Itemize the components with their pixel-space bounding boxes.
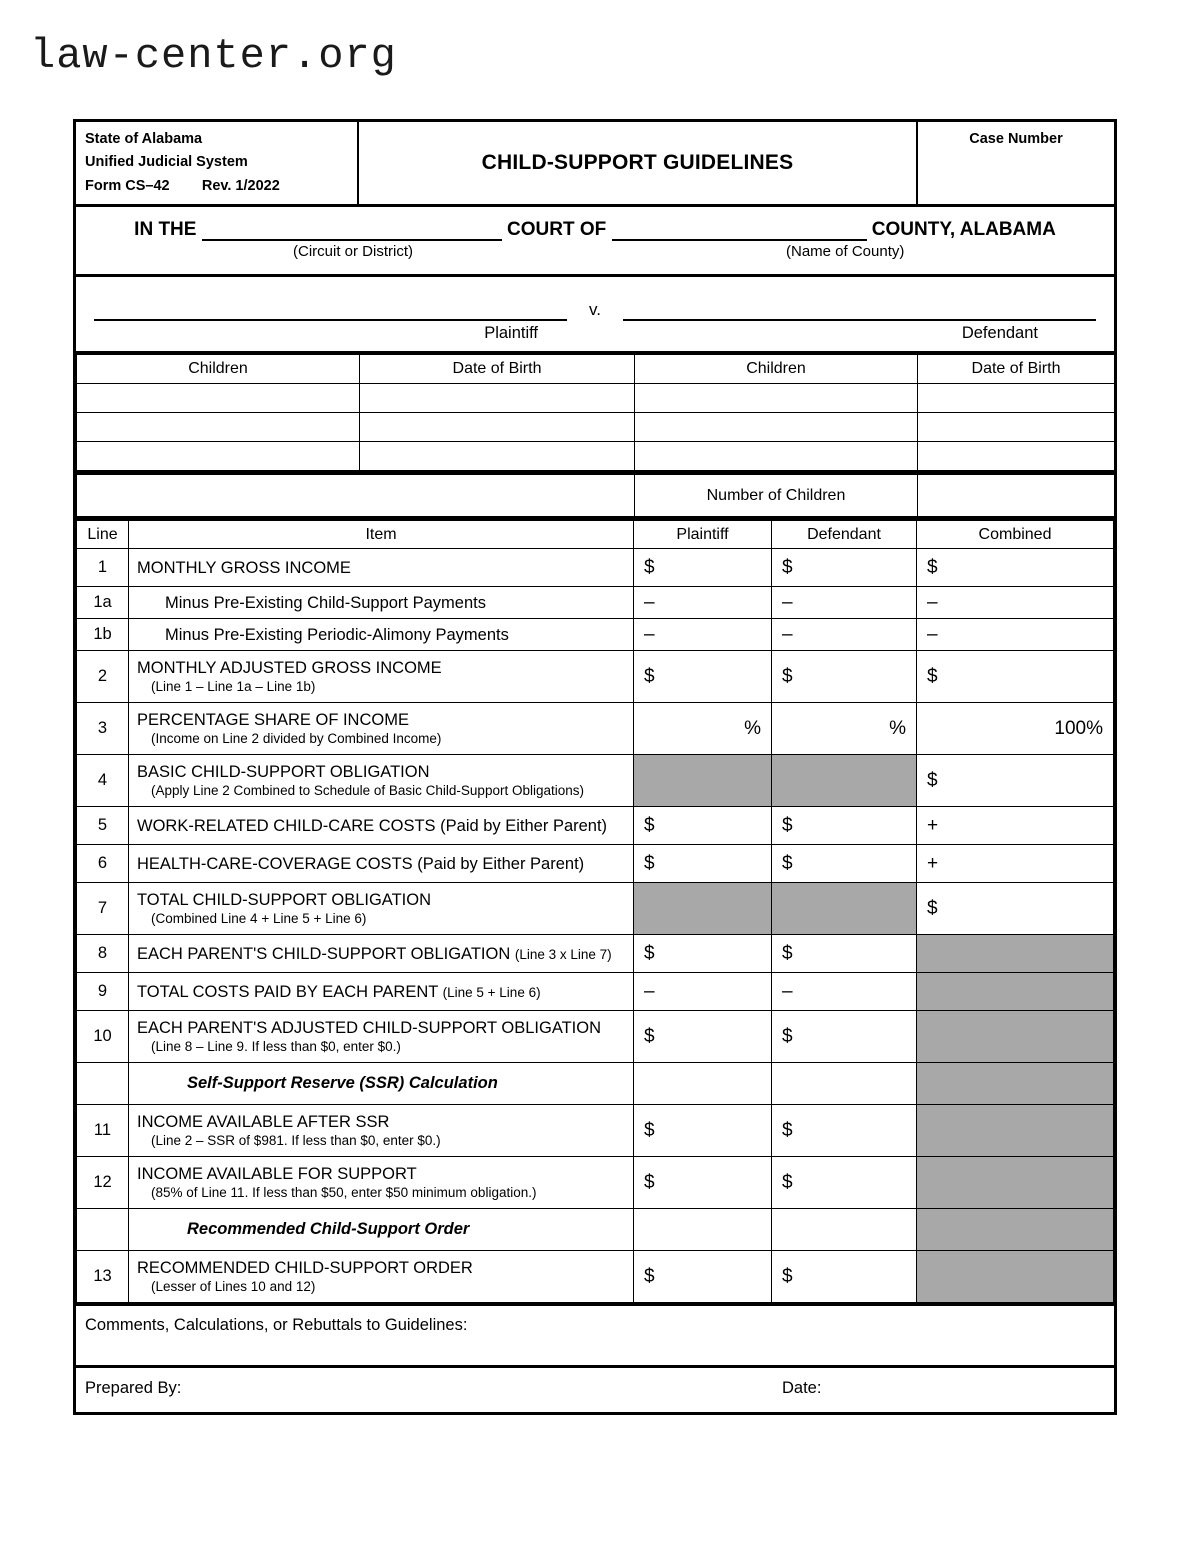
court-of-label: COURT OF: [507, 219, 607, 241]
line-item-label: MONTHLY ADJUSTED GROSS INCOME: [137, 659, 442, 678]
worksheet-row-6: [77, 845, 1114, 883]
line-item-label: PERCENTAGE SHARE OF INCOME: [137, 711, 409, 730]
order-section-row: [77, 1209, 1114, 1251]
site-watermark: law-center.org: [30, 32, 397, 80]
state-label: State of Alabama: [85, 131, 203, 147]
worksheet-row-7: [77, 883, 1114, 935]
line-item: [129, 935, 634, 973]
child-name-cell[interactable]: [77, 442, 360, 471]
number-of-children-spacer: [77, 475, 635, 517]
plaintiff-value[interactable]: $: [634, 845, 772, 883]
line-item-label: Minus Pre-Existing Periodic-Alimony Payments: [165, 625, 509, 644]
ssr-section-heading: Self-Support Reserve (SSR) Calculation: [187, 1074, 498, 1093]
defendant-label: Defendant: [961, 324, 1038, 343]
defendant-value[interactable]: –: [772, 973, 917, 1011]
number-of-children-table: [76, 474, 1115, 517]
defendant-value[interactable]: $: [772, 807, 917, 845]
line-item: [129, 703, 634, 755]
plaintiff-value[interactable]: –: [634, 973, 772, 1011]
name-of-county-sublabel: (Name of County): [786, 243, 905, 261]
worksheet-row-11: [77, 1105, 1114, 1157]
col-header-combined: Combined: [917, 521, 1114, 549]
defendant-name-input[interactable]: [623, 299, 1096, 321]
plaintiff-value[interactable]: $: [634, 651, 772, 703]
combined-value-shaded: [917, 973, 1114, 1011]
line-item: [129, 587, 634, 619]
line-number: 8: [77, 935, 129, 973]
plaintiff-value[interactable]: –: [634, 587, 772, 619]
child-dob-cell[interactable]: [360, 384, 635, 413]
line-item-label: EACH PARENT'S ADJUSTED CHILD-SUPPORT OBLIGATION: [137, 1019, 602, 1038]
line-item-sublabel: (Line 1 – Line 1a – Line 1b): [151, 678, 316, 694]
defendant-value[interactable]: $: [772, 651, 917, 703]
line-item-label: TOTAL COSTS PAID BY EACH PARENT: [137, 982, 439, 1001]
line-item: [129, 1105, 634, 1157]
worksheet-row-5: [77, 807, 1114, 845]
defendant-value[interactable]: $: [772, 549, 917, 587]
col-header-item: Item: [129, 521, 634, 549]
line-item-label-wrap: [137, 982, 633, 1002]
court-type-input[interactable]: [202, 220, 502, 241]
line-item-sublabel: (Combined Line 4 + Line 5 + Line 6): [151, 910, 367, 926]
child-name-cell[interactable]: [635, 384, 918, 413]
line-item: [129, 1011, 634, 1063]
line-item: [129, 1251, 634, 1303]
children-col-header-2: Children: [635, 355, 918, 384]
child-name-cell[interactable]: [635, 413, 918, 442]
table-row: [77, 384, 1115, 413]
worksheet-row-4: [77, 755, 1114, 807]
order-section-line-spacer: [77, 1209, 129, 1251]
line-item: [129, 807, 634, 845]
circuit-or-district-sublabel: (Circuit or District): [293, 243, 413, 261]
line-item: [129, 1157, 634, 1209]
combined-value[interactable]: –: [917, 587, 1114, 619]
line-item-label: EACH PARENT'S CHILD-SUPPORT OBLIGATION: [137, 944, 511, 963]
plaintiff-value-shaded: [634, 755, 772, 807]
form-identity-block: [76, 122, 359, 204]
line-item: [129, 845, 634, 883]
line-number: 11: [77, 1105, 129, 1157]
children-table-header-row: [77, 355, 1115, 384]
line-number: 6: [77, 845, 129, 883]
combined-value[interactable]: +: [917, 807, 1114, 845]
child-name-cell[interactable]: [77, 413, 360, 442]
line-number: 3: [77, 703, 129, 755]
order-section-defendant-spacer: [772, 1209, 917, 1251]
line-number: 12: [77, 1157, 129, 1209]
worksheet-row-8: [77, 935, 1114, 973]
line-number: 4: [77, 755, 129, 807]
line-item-label: RECOMMENDED CHILD-SUPPORT ORDER: [137, 1259, 473, 1278]
child-name-cell[interactable]: [77, 384, 360, 413]
child-name-cell[interactable]: [635, 442, 918, 471]
child-dob-cell[interactable]: [918, 413, 1115, 442]
plaintiff-name-input[interactable]: [94, 299, 567, 321]
number-of-children-input[interactable]: [918, 475, 1115, 517]
order-section-plaintiff-spacer: [634, 1209, 772, 1251]
line-item-label: MONTHLY GROSS INCOME: [137, 558, 351, 577]
children-col-header-1: Children: [77, 355, 360, 384]
versus-label: v.: [589, 300, 601, 320]
defendant-value[interactable]: %: [772, 703, 917, 755]
prepared-by-label: Prepared By:: [85, 1379, 182, 1398]
table-row: [77, 442, 1115, 471]
parties-labels: [76, 321, 1114, 343]
number-of-children-wrap: [76, 474, 1114, 520]
line-item-sublabel: (Income on Line 2 divided by Combined Income): [151, 730, 442, 746]
case-number-field[interactable]: [918, 122, 1114, 204]
combined-value[interactable]: $: [917, 549, 1114, 587]
court-venue-block: [76, 207, 1114, 277]
defendant-value[interactable]: $: [772, 845, 917, 883]
combined-value[interactable]: +: [917, 845, 1114, 883]
defendant-value[interactable]: $: [772, 1251, 917, 1303]
form-header: [76, 122, 1114, 207]
child-dob-cell[interactable]: [918, 384, 1115, 413]
line-item-label: TOTAL CHILD-SUPPORT OBLIGATION: [137, 891, 432, 910]
worksheet-table: [76, 520, 1114, 1303]
child-dob-cell[interactable]: [360, 442, 635, 471]
ssr-section-line-spacer: [77, 1063, 129, 1105]
line-number: 1b: [77, 619, 129, 651]
date-label: Date:: [782, 1379, 822, 1398]
form-number-revision: Form CS–42 Rev. 1/2022: [85, 177, 280, 194]
line-number: 1: [77, 549, 129, 587]
comments-label: Comments, Calculations, or Rebuttals to Guidelines:: [85, 1316, 468, 1335]
form-title: CHILD-SUPPORT GUIDELINES: [359, 122, 918, 204]
plaintiff-value[interactable]: $: [634, 1105, 772, 1157]
ssr-section-plaintiff-spacer: [634, 1063, 772, 1105]
defendant-value-shaded: [772, 755, 917, 807]
line-item: [129, 651, 634, 703]
col-header-line: Line: [77, 521, 129, 549]
worksheet-row-1: [77, 549, 1114, 587]
defendant-value[interactable]: $: [772, 935, 917, 973]
line-item-sublabel: (Lesser of Lines 10 and 12): [151, 1278, 316, 1294]
defendant-value[interactable]: –: [772, 587, 917, 619]
combined-value-shaded: [917, 1011, 1114, 1063]
combined-value[interactable]: –: [917, 619, 1114, 651]
comments-field[interactable]: [76, 1303, 1114, 1365]
worksheet-header-row: [77, 521, 1114, 549]
line-item-label: BASIC CHILD-SUPPORT OBLIGATION: [137, 763, 430, 782]
combined-value-shaded: [917, 1157, 1114, 1209]
line-number: 10: [77, 1011, 129, 1063]
line-item: [129, 755, 634, 807]
defendant-value[interactable]: –: [772, 619, 917, 651]
defendant-value[interactable]: $: [772, 1105, 917, 1157]
case-number-label: Case Number: [969, 131, 1063, 147]
line-item-label-wrap: [137, 944, 633, 964]
line-item-sublabel: (Line 8 – Line 9. If less than $0, enter $0.): [151, 1038, 401, 1054]
parties-block: [76, 277, 1114, 354]
court-venue-sublabels: [76, 241, 1114, 265]
plaintiff-value[interactable]: $: [634, 935, 772, 973]
child-dob-cell[interactable]: [918, 442, 1115, 471]
children-table-wrap: [76, 354, 1114, 474]
line-item-sublabel: (Apply Line 2 Combined to Schedule of Basic Child-Support Obligations): [151, 782, 584, 798]
line-number: 5: [77, 807, 129, 845]
line-number: 13: [77, 1251, 129, 1303]
combined-value-shaded: [917, 1105, 1114, 1157]
line-item-sublabel: (85% of Line 11. If less than $50, enter $50 minimum obligation.): [151, 1184, 537, 1200]
worksheet-row-10: [77, 1011, 1114, 1063]
plaintiff-value[interactable]: –: [634, 619, 772, 651]
worksheet-row-13: [77, 1251, 1114, 1303]
judicial-system-label: Unified Judicial System: [85, 154, 248, 171]
order-section-heading: Recommended Child-Support Order: [187, 1220, 470, 1239]
defendant-value[interactable]: $: [772, 1157, 917, 1209]
line-item-label: INCOME AVAILABLE FOR SUPPORT: [137, 1165, 417, 1184]
worksheet-row-1a: [77, 587, 1114, 619]
court-venue-line: [76, 219, 1114, 241]
line-item-label: WORK-RELATED CHILD-CARE COSTS (Paid by Either Parent): [137, 816, 608, 835]
line-number: 9: [77, 973, 129, 1011]
defendant-value-shaded: [772, 883, 917, 935]
ssr-section-defendant-spacer: [772, 1063, 917, 1105]
line-item-label: HEALTH-CARE-COVERAGE COSTS (Paid by Either Parent): [137, 854, 585, 873]
worksheet-row-1b: [77, 619, 1114, 651]
combined-value[interactable]: $: [917, 755, 1114, 807]
combined-value[interactable]: $: [917, 883, 1114, 935]
ssr-section-cell: [129, 1063, 634, 1105]
ssr-section-combined-shaded: [917, 1063, 1114, 1105]
line-number: 2: [77, 651, 129, 703]
line-item-sublabel: (Line 3 x Line 7): [514, 946, 612, 962]
worksheet-row-2: [77, 651, 1114, 703]
line-item-sublabel: (Line 5 + Line 6): [442, 984, 541, 1000]
plaintiff-value[interactable]: $: [634, 549, 772, 587]
combined-value: 100%: [917, 703, 1114, 755]
line-item: [129, 883, 634, 935]
combined-value-shaded: [917, 935, 1114, 973]
line-item-sublabel: (Line 2 – SSR of $981. If less than $0, enter $0.): [151, 1132, 441, 1148]
plaintiff-value[interactable]: $: [634, 1011, 772, 1063]
number-of-children-row: [77, 475, 1115, 517]
defendant-value[interactable]: $: [772, 1011, 917, 1063]
line-number: 7: [77, 883, 129, 935]
col-header-defendant: Defendant: [772, 521, 917, 549]
children-table: [76, 354, 1115, 471]
in-the-label: IN THE: [134, 219, 197, 241]
parties-label-gap: [538, 324, 594, 343]
dob-col-header-2: Date of Birth: [918, 355, 1115, 384]
line-item-label: INCOME AVAILABLE AFTER SSR: [137, 1113, 390, 1132]
line-item: [129, 549, 634, 587]
county-name-input[interactable]: [612, 220, 867, 241]
col-header-plaintiff: Plaintiff: [634, 521, 772, 549]
line-item: [129, 619, 634, 651]
county-alabama-label: COUNTY, ALABAMA: [871, 219, 1056, 241]
cs42-form: [73, 119, 1117, 1415]
child-dob-cell[interactable]: [360, 413, 635, 442]
plaintiff-value[interactable]: $: [634, 1157, 772, 1209]
line-item: [129, 973, 634, 1011]
ssr-section-row: [77, 1063, 1114, 1105]
plaintiff-value[interactable]: %: [634, 703, 772, 755]
combined-value-shaded: [917, 1251, 1114, 1303]
parties-input-lines: [76, 299, 1114, 321]
worksheet-row-9: [77, 973, 1114, 1011]
prepared-by-block: [76, 1365, 1114, 1412]
order-section-combined-shaded: [917, 1209, 1114, 1251]
dob-col-header-1: Date of Birth: [360, 355, 635, 384]
worksheet-row-3: [77, 703, 1114, 755]
plaintiff-value[interactable]: $: [634, 807, 772, 845]
line-number: 1a: [77, 587, 129, 619]
number-of-children-label: Number of Children: [635, 475, 918, 517]
plaintiff-value-shaded: [634, 883, 772, 935]
worksheet-row-12: [77, 1157, 1114, 1209]
combined-value[interactable]: $: [917, 651, 1114, 703]
order-section-cell: [129, 1209, 634, 1251]
table-row: [77, 413, 1115, 442]
line-item-label: Minus Pre-Existing Child-Support Payments: [165, 593, 486, 612]
plaintiff-label: Plaintiff: [484, 324, 538, 343]
plaintiff-value[interactable]: $: [634, 1251, 772, 1303]
